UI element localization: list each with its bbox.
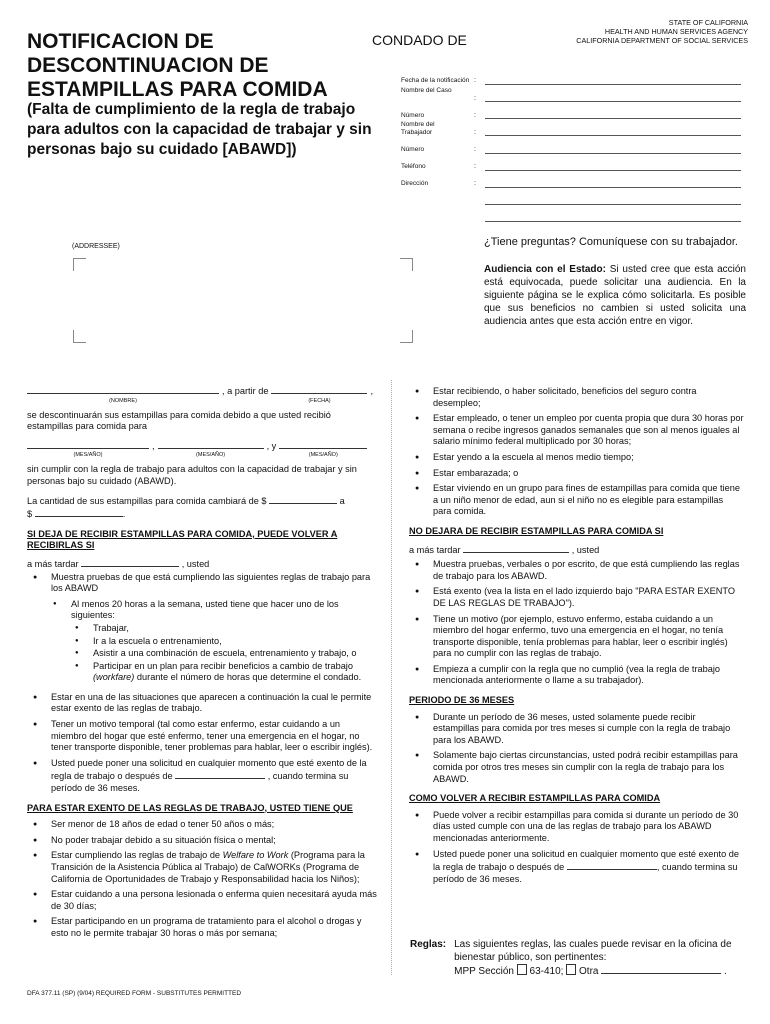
address-corner-br — [400, 330, 413, 343]
list-item: ● Muestra pruebas de que está cumpliendo las siguientes reglas de trabajo para los ABAWD — [27, 572, 377, 595]
list-item: ● Ir a la escuela o entrenamiento, — [71, 636, 377, 648]
list-item: ● Tener un motivo temporal (tal como estar enfermo, estar cuidando a un miembro del hogar que esté enfermo, tener una emergencia en el hogar, no tener transporte disponible, tener problemas para hablar, leer o escribir inglés). — [27, 719, 377, 754]
direccion-label: Dirección — [401, 180, 429, 187]
exempt-date-field[interactable] — [175, 769, 265, 779]
numero-caso-label: Número — [401, 112, 425, 119]
exempt-heading: PARA ESTAR EXENTO DE LAS REGLAS DE TRABAJO, USTED TIENE QUE — [27, 802, 353, 813]
list-item: ● Estar recibiendo, o haber solicitado, beneficios del seguro contra desempleo; — [409, 386, 744, 409]
list-item: ● Estar yendo a la escuela al menos medio tiempo; — [409, 452, 744, 464]
list-item: ● Usted puede poner una solicitud en cualquier momento que esté exento de la regla de trabajo o después de , cuando termina su período de 36 meses. — [27, 758, 377, 795]
list-item: ● Ser menor de 18 años de edad o tener 50 años o más; — [27, 819, 377, 831]
noncompliance-text: sin cumplir con la regla de trabajo para adultos con la capacidad de trabajar y sin personas bajo su cuidado (ABAWD). — [27, 464, 357, 486]
list-item: ● Usted puede poner una solicitud en cualquier momento que esté exento de la regla de trabajo o después de , cuando termina su período de 36 meses. — [409, 849, 744, 886]
otra-field[interactable] — [601, 964, 721, 974]
numero-trabajador-field[interactable] — [485, 153, 741, 154]
list-item: ● Asistir a una combinación de escuela, entrenamiento y trabajo, o — [71, 648, 377, 660]
list-item: ● No poder trabajar debido a su situación física o mental; — [27, 835, 377, 847]
list-item: ● Estar en una de las situaciones que aparecen a continuación la cual le permite estar exento de las reglas de trabajo. — [27, 692, 377, 715]
list-item: ● Tiene un motivo (por ejemplo, estuvo enfermo, estaba cuidando a un miembro del hogar enfermo, tuvo una emergencia en el hogar, no tenía transporte disponible, tenía problemas para hablar, leer o escribir inglés) para no cumplir con las reglas de trabajo. — [409, 614, 744, 660]
agency-line-1: STATE OF CALIFORNIA — [668, 18, 748, 27]
hearing-label: Audiencia con el Estado: — [484, 264, 606, 275]
direccion-field-2[interactable] — [485, 204, 741, 205]
list-item: ● Empieza a cumplir con la regla que no cumplió (vea la regla de trabajo mencionada anteriormente o llame a su trabajador). — [409, 664, 744, 687]
list-item: ● Estar embarazada; o — [409, 468, 744, 480]
name-field[interactable] — [27, 384, 219, 394]
nombre-caso-label: Nombre del Caso — [401, 87, 452, 94]
no-stop-heading: NO DEJARA DE RECIBIR ESTAMPILLAS PARA COMIDA SI — [409, 525, 664, 536]
list-item: ● Muestra pruebas, verbales o por escrito, de que está cumpliendo las reglas de trabajo para los ABAWD. — [409, 559, 744, 582]
page-title: NOTIFICACION DE DESCONTINUACION DE ESTAMPILLAS PARA COMIDA — [27, 30, 328, 101]
address-corner-tr — [400, 258, 413, 271]
list-item: ● Puede volver a recibir estampillas para comida si durante un período de 30 días usted cumple con una de las reglas de trabajo para los ABAWD mencionadas anteriormente. — [409, 810, 744, 845]
form-footer: DFA 377.11 (SP) (9/04) REQUIRED FORM - SUBSTITUTES PERMITTED — [27, 990, 242, 997]
rules-label: Reglas: — [410, 939, 447, 950]
hearing-notice — [484, 263, 746, 328]
agency-line-2: HEALTH AND HUMAN SERVICES AGENCY — [604, 27, 748, 36]
month3-field[interactable] — [279, 439, 367, 449]
reinstate-heading: SI DEJA DE RECIBIR ESTAMPILLAS PARA COMIDA, PUEDE VOLVER A RECIBIRLAS SI — [27, 528, 338, 551]
list-item: ● Estar cuidando a una persona lesionada o enferma quien necesitará ayuda más de 30 días; — [27, 889, 377, 912]
list-item: ● Estar empleado, o tener un empleo por cuenta propia que dura 30 horas por semana o recibe ingresos ganados semanales que son al menos iguales al salario mínimo federal multiplicado por 30 horas; — [409, 413, 744, 448]
questions-text: ¿Tiene preguntas? Comuníquese con su trabajador. — [484, 236, 738, 248]
right-column: ● Estar recibiendo, o haber solicitado, beneficios del seguro contra desempleo; ● Estar empleado, o tener un empleo por cuenta propia que dura 30 horas por semana o recibe ingresos ganados semanales que son al menos iguales al salario mínimo federal multiplicado por 30 horas; ● Estar yendo a la escuela al menos medio tiempo; ● Estar embarazada; o ● Estar viviendo en un grupo para fines de estampillas para comida que tiene a un niño menor de edad, aun si el niño no es elegible para estampillas para comida. NO DEJARA DE RECIBIR ESTAMPILLAS PARA COMIDA SI a más tardar , usted ● Muestra pruebas, verbales o por escrito, de que está cumpliendo las reglas de trabajo para los ABAWD. ● Está exento (vea la lista en el lado izquierdo bajo "PARA ESTAR EXENTO DE LAS REGLAS DE TRABAJO"). ● Tiene un motivo (por ejemplo, estuvo enfermo, estaba cuidando a un miembro del hogar enfermo, tuvo una emergencia en el hogar, no tenía transporte disponible, tenía problemas para hablar, leer o escribir inglés) para no cumplir con las reglas de trabajo. ● Empieza a cumplir con la regla que no cumplió (vea la regla de trabajo mencionada anteriormente o llame a su trabajador). PERIODO DE 36 MESES ● Durante un período de 36 meses, usted solamente puede recibir estampillas para comida por tres meses si cumple con la regla de trabajo para los ABAWD. ● Solamente bajo ciertas circunstancias, usted podrá recibir estampillas para comida por otros tres meses sin cumplir con la regla de trabajo para los ABAWD. COMO VOLVER A RECIBIR ESTAMPILLAS PARA COMIDA ● Puede volver a recibir estampillas para comida si durante un período de 30 días usted cumple con una de las reglas de trabajo para los ABAWD mencionadas anteriormente. ● Usted puede poner una solicitud en cualquier momento que esté exento de la regla de trabajo o después de , cuando termina su período de 36 meses. — [409, 386, 744, 889]
direccion-field-3[interactable] — [485, 221, 741, 222]
nombre-trabajador-label: Nombre del Trabajador — [401, 121, 435, 136]
month2-field[interactable] — [158, 439, 264, 449]
period-heading: PERIODO DE 36 MESES — [409, 695, 515, 706]
discontinue-text: se descontinuarán sus estampillas para comida debido a que usted recibió estampillas para comida para — [27, 409, 331, 432]
addressee-label: (ADDRESSEE) — [72, 243, 120, 250]
list-item: ● Está exento (vea la lista en el lado izquierdo bajo "PARA ESTAR EXENTO DE LAS REGLAS DE TRABAJO"). — [409, 586, 744, 609]
list-item: ● Participar en un plan para recibir beneficios a cambio de trabajo (workfare) durante el número de horas que determine el condado. — [71, 661, 377, 684]
address-corner-bl — [73, 330, 86, 343]
fecha-field[interactable] — [485, 84, 741, 85]
reapply-date-field[interactable] — [567, 860, 657, 870]
amount-from-field[interactable] — [269, 494, 337, 504]
list-item: ● Estar viviendo en un grupo para fines de estampillas para comida que tiene a un niño menor de edad, aun si el niño no es elegible para estampillas para comida. — [409, 483, 744, 518]
month1-field[interactable] — [27, 439, 149, 449]
direccion-field-1[interactable] — [485, 187, 741, 188]
page-subtitle: (Falta de cumplimiento de la regla de trabajo para adultos con la capacidad de trabajar y sin personas bajo su cuidado [ABAWD]) — [27, 101, 372, 158]
telefono-label: Teléfono — [401, 163, 426, 170]
amount-to-field[interactable] — [35, 507, 123, 517]
county-label: CONDADO DE — [372, 32, 467, 48]
nombre-caso-field[interactable] — [485, 101, 741, 102]
list-item: ● Estar participando en un programa de tratamiento para el alcohol o drogas y esto no le permite trabajar 30 horas o más por semana; — [27, 916, 377, 939]
amount-change-text: La cantidad de sus estampillas para comida cambiará de $ a $ . — [27, 495, 345, 520]
numero-caso-field[interactable] — [485, 118, 741, 119]
list-item: ● Estar cumpliendo las reglas de trabajo de Welfare to Work (Programa para la Transición de la Asistencia Pública al Trabajo) de CalWORKs (Programa de California de Oportunidades de Trabajo y Responsabilidad hacia los Niños); — [27, 850, 377, 885]
fecha-label: Fecha de la notificación — [401, 77, 470, 84]
list-item: ● Durante un período de 36 meses, usted solamente puede recibir estampillas para comida por tres meses si cumple con la regla de trabajo para los ABAWD. — [409, 712, 744, 747]
list-item: ● Trabajar, — [71, 623, 377, 635]
right-deadline-field[interactable] — [463, 543, 569, 553]
rules-block: Reglas: Las siguientes reglas, las cuales puede revisar en la oficina de bienestar público, son pertinentes: MPP Sección 63-410; Otra . — [410, 938, 750, 978]
numero-trabajador-label: Número — [401, 146, 425, 153]
column-divider — [391, 380, 392, 975]
address-corner-tl — [73, 258, 86, 271]
list-item: ● Solamente bajo ciertas circunstancias, usted podrá recibir estampillas para comida por otros tres meses sin cumplir con la regla de trabajo para los ABAWD. — [409, 750, 744, 785]
reapply-heading: COMO VOLVER A RECIBIR ESTAMPILLAS PARA COMIDA — [409, 793, 661, 804]
agency-line-3: CALIFORNIA DEPARTMENT OF SOCIAL SERVICES — [576, 36, 748, 45]
mpp-checkbox[interactable] — [517, 964, 527, 975]
hearing-text: Si usted cree que esta acción está equivocada, puede solicitar una audiencia. En la siguiente página se le explica cómo solicitarla. Es posible que sus beneficios no cambien si usted solicita una audiencia antes que esta acción entre en vigor. — [484, 264, 746, 327]
agency-block — [528, 18, 748, 45]
left-column: (NOMBRE) , a partir de (FECHA) , se descontinuarán sus estampillas para comida debido a que usted recibió estampillas para comida para (MES/AÑO) , (MES/AÑO) , y (MES/AÑO) sin cumplir con la regla de trabajo para adultos con la capacidad de trabajar y sin personas bajo su cuidado (ABAWD). La cantidad de sus estampillas para comida cambiará de $ a $ . SI DEJA DE RECIBIR ESTAMPILLAS PARA COMIDA, PUEDE VOLVER A RECIBIRLAS SI a más tardar , usted ● Muestra pruebas de que está cumpliendo las siguientes reglas de trabajo para los ABAWD ● Al menos 20 horas a la semana, usted tiene que hacer uno de los siguientes: ● Trabajar, ● Ir a la escuela o entrenamiento, ● Asistir a una combinación de escuela, entrenamiento y trabajo, o ● Participar en un plan para recibir beneficios a cambio de trabajo (workfare) durante el número de horas que determine el condado. ● Estar en una de las situaciones que aparecen a continuación la cual le permite estar exento de las reglas de trabajo. ● Tener un motivo temporal (tal como estar enfermo, estar cuidando a un miembro del hogar que esté enfermo, tener una emergencia en el hogar, no tener transporte disponible, tener problemas para hablar, leer o escribir inglés). ● Usted puede poner una solicitud en cualquier momento que esté exento de la regla de trabajo o después de , cuando termina su período de 36 meses. PARA ESTAR EXENTO DE LAS REGLAS DE TRABAJO, USTED TIENE QUE ● Ser menor de 18 años de edad o tener 50 años o más; ● No poder trabajar debido a su situación física o mental; ● Estar cumpliendo las reglas de trabajo de Welfare to Work (Programa para la Transición de la Asistencia Pública al Trabajo) de CalWORKs (Programa de California de Oportunidades de Trabajo y Responsabilidad hacia los Niños); ● Estar cuidando a una persona lesionada o enferma quien necesitará ayuda más de 30 días; ● Estar participando en un programa de tratamiento para el alcohol o drogas y esto no le permite trabajar 30 horas o más por semana; — [27, 384, 377, 944]
telefono-field[interactable] — [485, 170, 741, 171]
start-date-field[interactable] — [271, 384, 367, 394]
nombre-trabajador-field[interactable] — [485, 135, 741, 136]
rules-text: Las siguientes reglas, las cuales puede revisar en la oficina de bienestar público, son pertinentes: — [454, 939, 732, 963]
deadline-date-field[interactable] — [81, 557, 179, 567]
list-item: ● Al menos 20 horas a la semana, usted tiene que hacer uno de los siguientes: — [49, 599, 377, 622]
otra-checkbox[interactable] — [566, 964, 576, 975]
